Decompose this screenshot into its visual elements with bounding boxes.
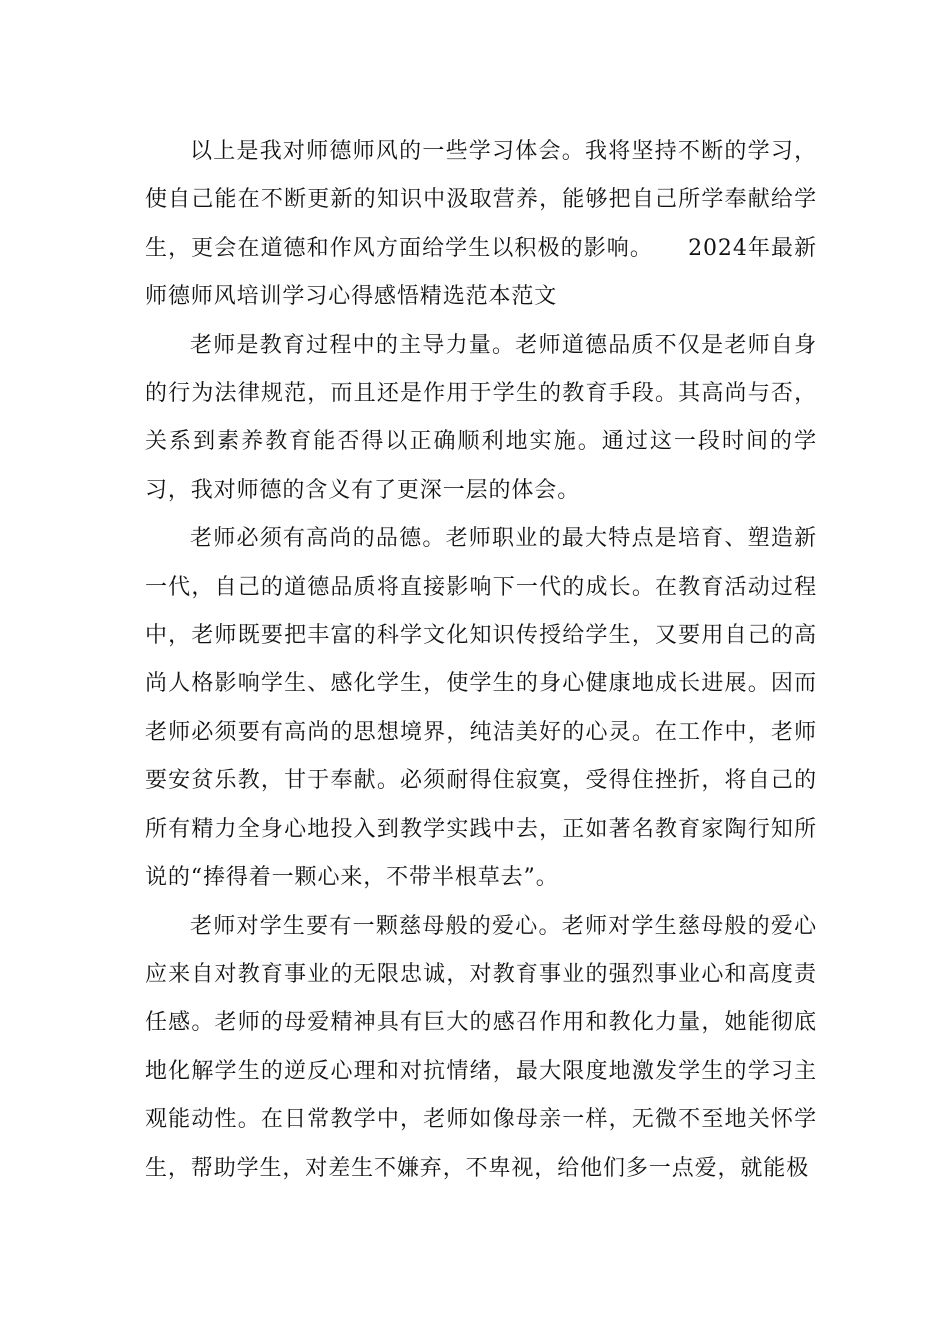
paragraph-1: 以上是我对师德师风的一些学习体会。我将坚持不断的学习，使自己能在不断更新的知识中汲取营养，能够把自己所学奉献给学生，更会在道德和作风方面给学生以积极的影响。 2024年最新师德师风培训学习心得感悟精选范本范文 bbox=[145, 139, 817, 310]
paragraph-4: 老师对学生要有一颗慈母般的爱心。老师对学生慈母般的爱心应来自对教育事业的无限忠诚，对教育事业的强烈事业心和高度责任感。老师的母爱精神具有巨大的感召作用和教化力量，她能彻底地化解学生的逆反心理和对抗情绪，最大限度地激发学生的学习主观能动性。在日常教学中，老师如像母亲一样，无微不至地关怀学生，帮助学生，对差生不嫌弃，不卑视，给他们多一点爱，就能极 bbox=[145, 913, 817, 1181]
paragraph-2: 老师是教育过程中的主导力量。老师道德品质不仅是老师自身的行为法律规范，而且还是作用于学生的教育手段。其高尚与否，关系到素养教育能否得以正确顺利地实施。通过这一段时间的学习，我对师德的含义有了更深一层的体会。 bbox=[145, 332, 817, 503]
paragraph-3: 老师必须有高尚的品德。老师职业的最大特点是培育、塑造新一代，自己的道德品质将直接影响下一代的成长。在教育活动过程中，老师既要把丰富的科学文化知识传授给学生，又要用自己的高尚人格影响学生、感化学生，使学生的身心健康地成长进展。因而老师必须要有高尚的思想境界，纯洁美好的心灵。在工作中，老师要安贫乐教，甘于奉献。必须耐得住寂寞，受得住挫折，将自己的所有精力全身心地投入到教学实践中去，正如著名教育家陶行知所说的“捧得着一颗心来，不带半根草去”。 bbox=[145, 526, 817, 891]
document-body bbox=[145, 128, 817, 1193]
